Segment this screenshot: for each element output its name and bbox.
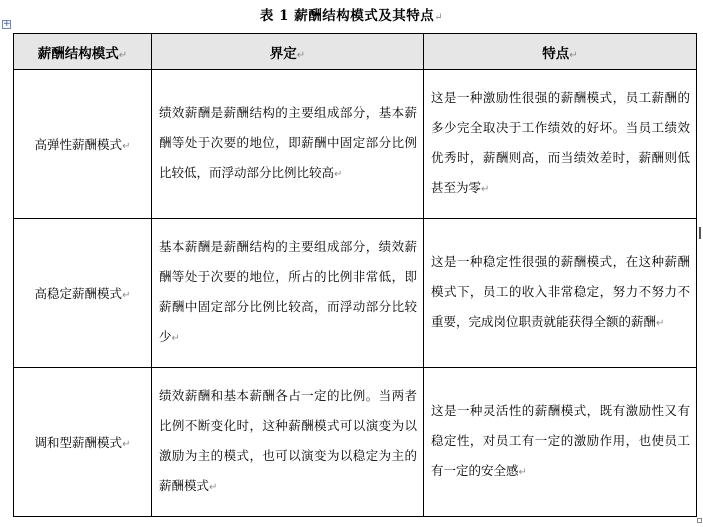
- header-row: [14, 34, 697, 70]
- header-features[interactable]: 特点↵: [424, 34, 697, 70]
- mode-cell[interactable]: 调和型薪酬模式↵: [14, 368, 152, 517]
- definition-cell[interactable]: 绩效薪酬和基本薪酬各占一定的比例。当两者比例不断变化时，这种薪酬模式可以演变为以激励为主的模式，也可以演变为以稳定为主的薪酬模式↵: [152, 368, 424, 517]
- table-row: [14, 368, 697, 517]
- definition-cell[interactable]: 基本薪酬是薪酬结构的主要组成部分，绩效薪酬等处于次要的地位，所占的比例非常低，即薪酬中固定部分比例比较高，而浮动部分比较少↵: [152, 219, 424, 368]
- table-move-handle-icon[interactable]: +: [3, 19, 11, 29]
- table-row: [14, 70, 697, 219]
- column-resize-marker[interactable]: [699, 227, 701, 239]
- mode-cell[interactable]: 高稳定薪酬模式↵: [14, 219, 152, 368]
- mode-cell[interactable]: 高弹性薪酬模式↵: [14, 70, 152, 219]
- feature-cell[interactable]: 这是一种稳定性很强的薪酬模式，在这种薪酬模式下，员工的收入非常稳定，努力不努力不重要，完成岗位职责就能获得全额的薪酬↵: [424, 219, 697, 368]
- header-definition[interactable]: 界定↵: [152, 34, 424, 70]
- feature-cell[interactable]: 这是一种激励性很强的薪酬模式，员工薪酬的多少完全取决于工作绩效的好坏。当员工绩效优秀时，薪酬则高，而当绩效差时，薪酬则低甚至为零↵: [424, 70, 697, 219]
- table-row: [14, 219, 697, 368]
- compensation-table: [13, 33, 697, 517]
- definition-cell[interactable]: 绩效薪酬是薪酬结构的主要组成部分，基本薪酬等处于次要的地位，即薪酬中固定部分比例比较低，而浮动部分比例比较高↵: [152, 70, 424, 219]
- header-mode[interactable]: 薪酬结构模式↵: [14, 34, 152, 70]
- paragraph-mark-icon: ↵: [434, 12, 444, 23]
- caption-text: 表 1 薪酬结构模式及其特点: [259, 8, 435, 24]
- table-resize-handle[interactable]: [697, 518, 702, 523]
- table-caption: [0, 4, 703, 24]
- feature-cell[interactable]: 这是一种灵活性的薪酬模式，既有激励性又有稳定性，对员工有一定的激励作用，也使员工有一定的安全感↵: [424, 368, 697, 517]
